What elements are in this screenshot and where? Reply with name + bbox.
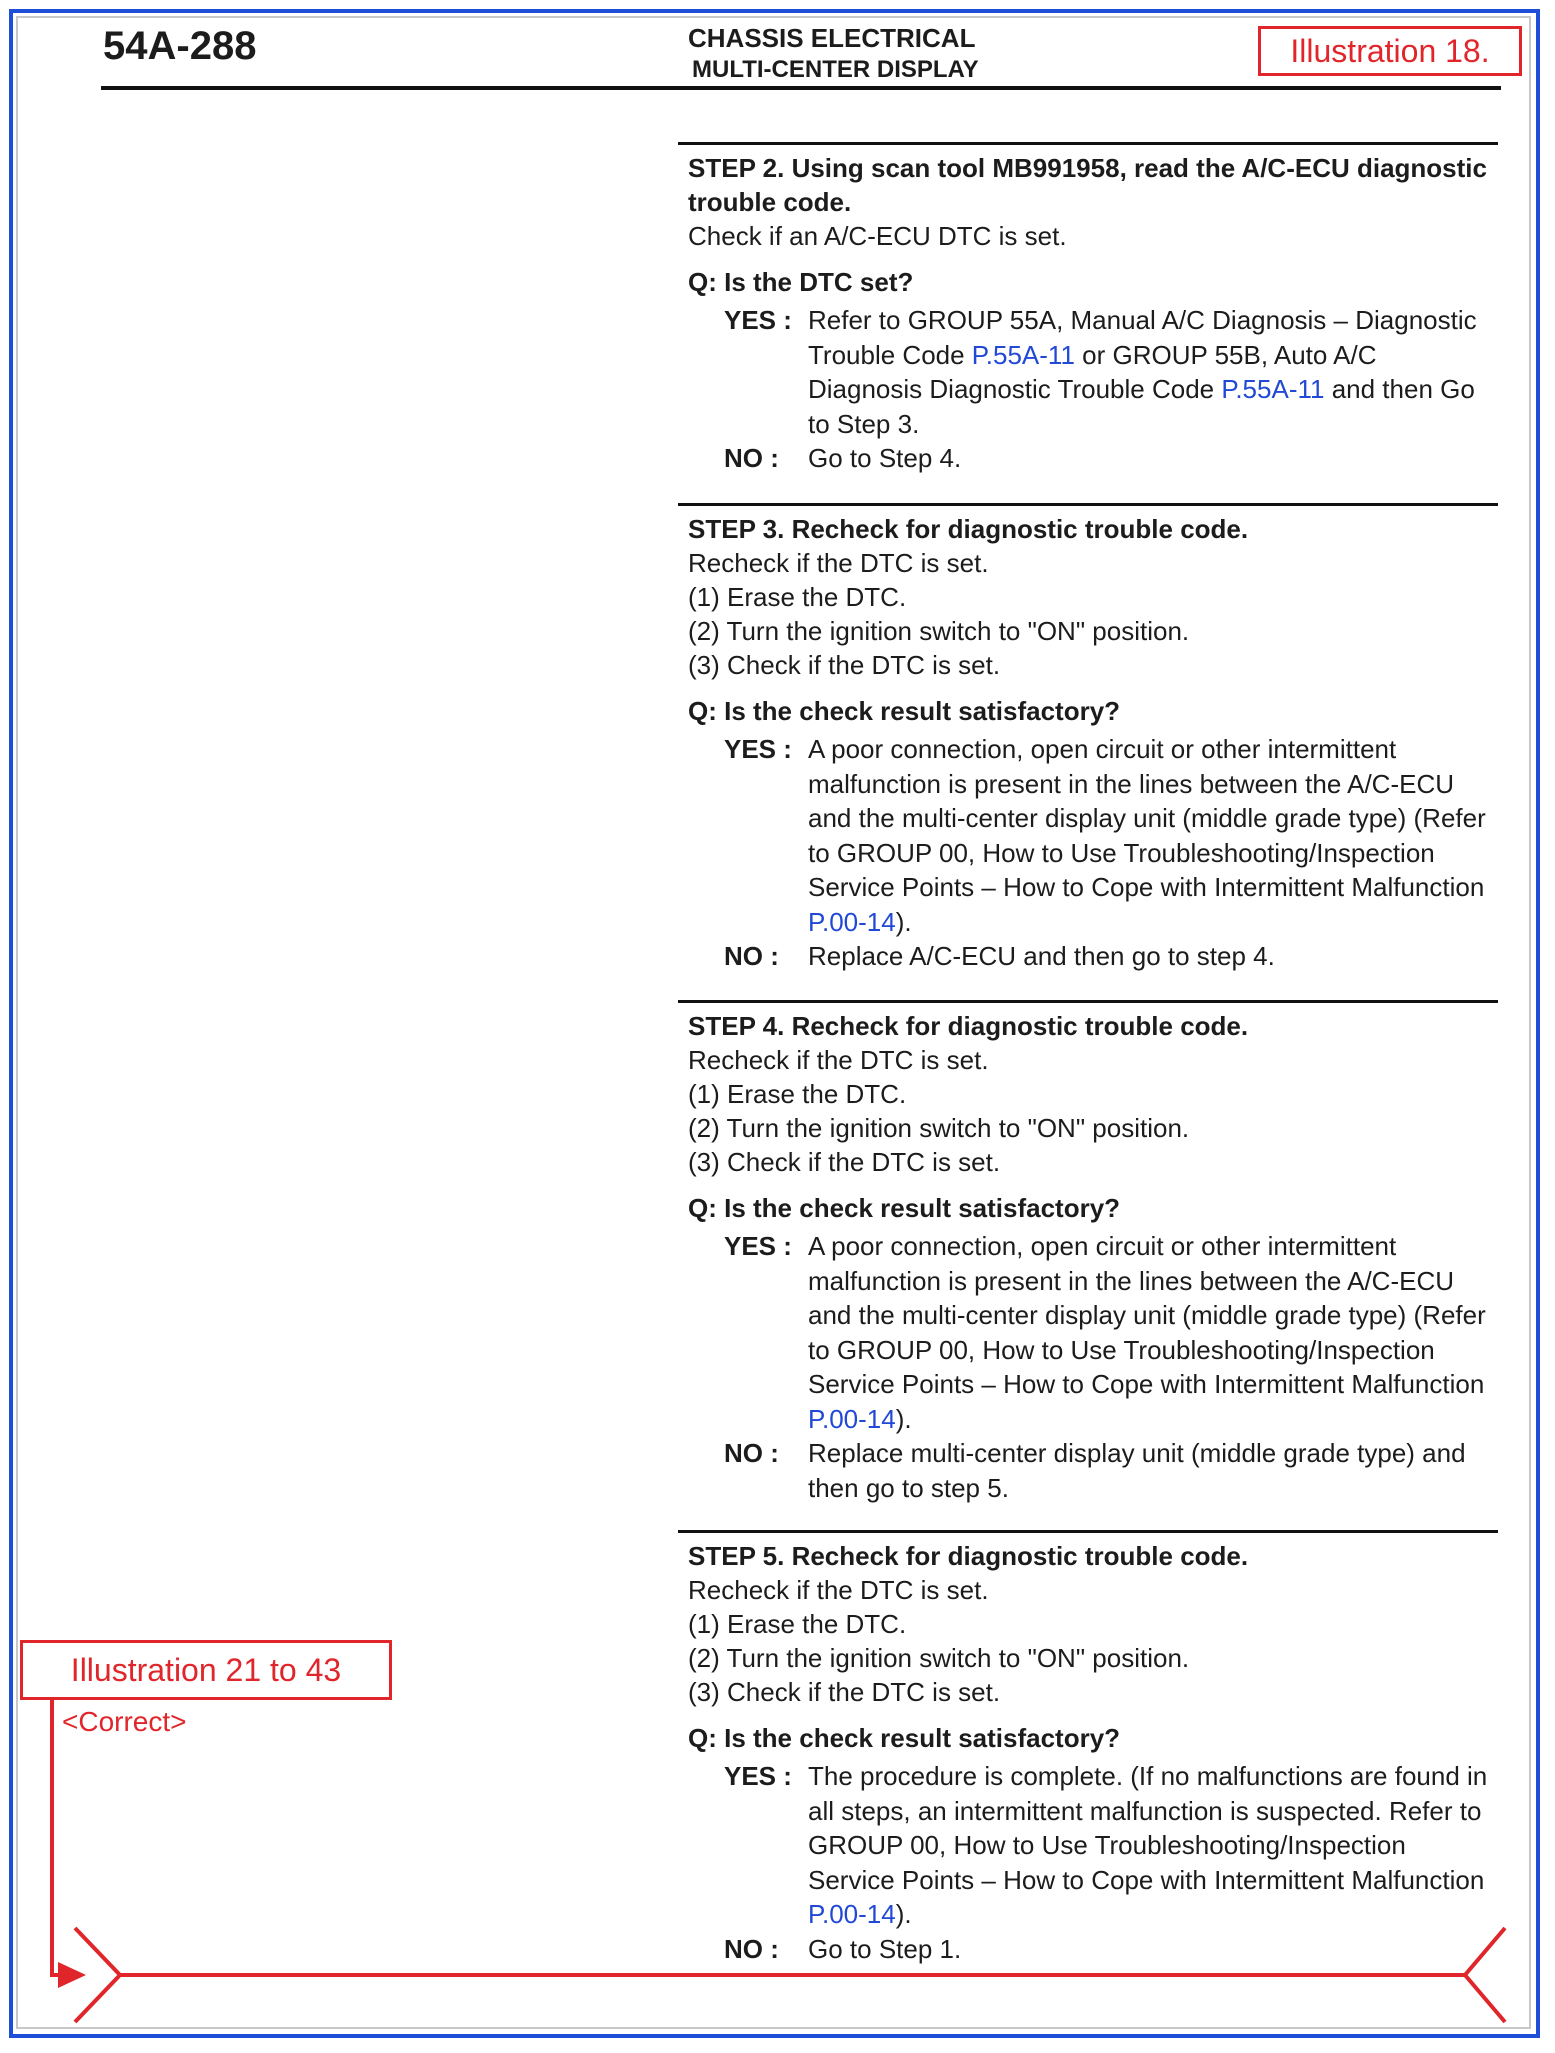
step-question: Q: Is the check result satisfactory? [688,1193,1121,1223]
step-line: (3) Check if the DTC is set. [688,1147,1001,1177]
yes-text-part: or GROUP 55B, Auto A/C Diagnosis Diagnostic Trouble Code [808,339,1377,404]
yes-text-part: and then Go to Step 3. [808,374,1475,439]
no-text: Replace A/C-ECU and then go to step 4. [808,941,1275,971]
step-question: Q: Is the check result satisfactory? [688,696,1121,726]
no-label: NO : [724,1438,779,1468]
yes-text-part: ). [895,906,912,937]
step-title: STEP 5. Recheck for diagnostic trouble code. [688,1541,1249,1571]
yes-text-part: Refer to GROUP 55A, Manual A/C Diagnosis – Diagnostic Trouble Code [808,305,1477,370]
chevron-left-icon [1465,1928,1505,2022]
section-title: CHASSIS ELECTRICAL [688,23,976,53]
yes-text-part: The procedure is complete. (If no malfunctions are found in all steps, an intermittent malfunction is suspected. Refer to GROUP 00, How to Use Troubleshooting/Inspection Service Points – How to Cope with Intermittent Malfunction [808,1761,1488,1895]
yes-label: YES : [724,734,792,764]
no-text: Go to Step 4. [808,443,962,473]
step-line: (2) Turn the ignition switch to "ON" position. [688,1113,1190,1143]
no-label: NO : [724,1933,779,1964]
illustration-callout-top: Illustration 18. [1258,26,1522,76]
no-label: NO : [724,443,779,473]
step-line: Check if an A/C-ECU DTC is set. [688,221,1067,251]
yes-text-part: ). [895,1899,912,1929]
step-line: Recheck if the DTC is set. [688,1045,989,1075]
yes-text-part: ). [895,1403,912,1434]
step-line: Recheck if the DTC is set. [688,1575,989,1605]
page-number: 54A-288 [103,24,257,68]
correct-label: <Correct> [62,1706,187,1737]
illustration-callout-left: Illustration 21 to 43 [20,1640,392,1700]
no-text: Replace multi-center display unit (middle grade type) and then go to step 5. [808,1438,1466,1503]
no-text: Go to Step 1. [808,1933,962,1964]
step-question: Q: Is the check result satisfactory? [688,1723,1121,1753]
step-line: (3) Check if the DTC is set. [688,1677,1001,1707]
yes-label: YES : [724,305,792,335]
step-question: Q: Is the DTC set? [688,267,914,297]
step-line: (1) Erase the DTC. [688,582,907,612]
page-ref-link[interactable]: P.00-14 [808,1899,896,1929]
step-line: (1) Erase the DTC. [688,1079,907,1109]
arrow-head-icon [58,1962,86,1988]
flow-arrow [52,1700,1505,2022]
step-line: (3) Check if the DTC is set. [688,650,1001,680]
flow-arrow-left-path [52,1700,70,1975]
page-ref-link[interactable]: P.00-14 [808,1403,896,1434]
step-line: (2) Turn the ignition switch to "ON" position. [688,616,1190,646]
page-ref-link[interactable]: P.00-14 [808,906,896,937]
no-label: NO : [724,941,779,971]
yes-text-part: A poor connection, open circuit or other intermittent malfunction is present in the lines between the A/C-ECU and the multi-center display unit (middle grade type) (Refer to GROUP 00, How to Use Troubleshooting/Inspection Service Points – How to Cope with Intermittent Malfunction [808,734,1486,902]
step-line: Recheck if the DTC is set. [688,548,989,578]
step-line: (2) Turn the ignition switch to "ON" position. [688,1643,1190,1673]
yes-label: YES : [724,1761,792,1791]
step-title: STEP 3. Recheck for diagnostic trouble code. [688,514,1249,544]
page-ref-link[interactable]: P.55A-11 [1221,374,1325,404]
step-title: STEP 4. Recheck for diagnostic trouble code. [688,1011,1249,1041]
yes-label: YES : [724,1231,792,1261]
page-ref-link[interactable]: P.55A-11 [971,339,1075,370]
step-title: STEP 2. Using scan tool MB991958, read the A/C-ECU diagnostic trouble code. [688,153,1487,217]
section-subtitle: MULTI-CENTER DISPLAY [692,56,979,83]
step-line: (1) Erase the DTC. [688,1609,907,1639]
yes-text-part: A poor connection, open circuit or other intermittent malfunction is present in the lines between the A/C-ECU and the multi-center display unit (middle grade type) (Refer to GROUP 00, How to Use Troubleshooting/Inspection Service Points – How to Cope with Intermittent Malfunction [808,1231,1486,1399]
